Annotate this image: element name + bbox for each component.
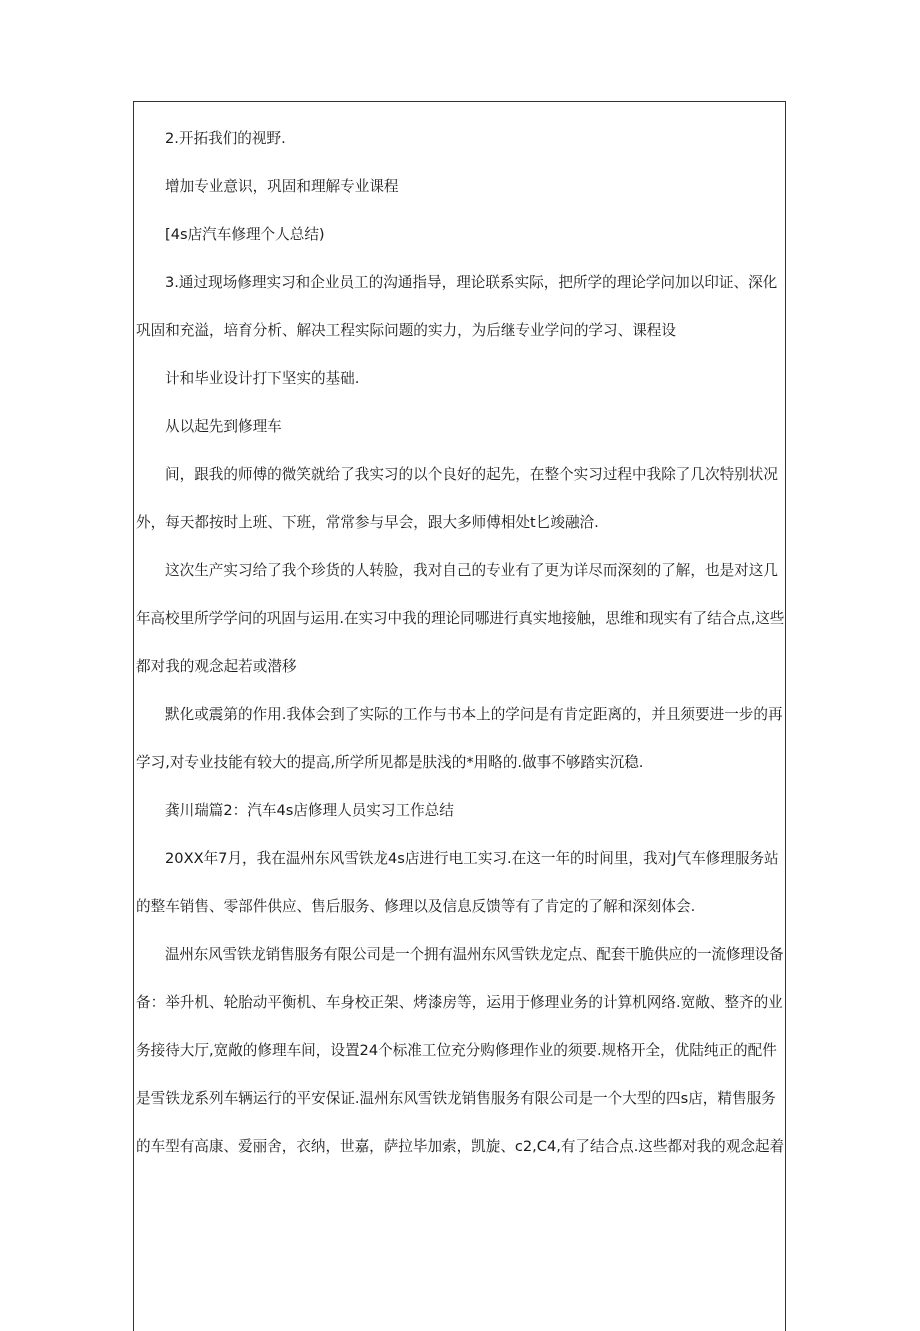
text-line: 从以起先到修理车 [165,418,282,435]
text-line: 这次生产实习给了我个珍货的人转脸，我对自己的专业有了更为详尽而深刻的了解，也是对这几 [165,562,778,579]
text-line: 增加专业意识，巩固和理解专业课程 [165,178,399,195]
text-line: 温州东风雪铁龙销售服务有限公司是一个拥有温州东风雪铁龙定点、配套干脆供应的一流修理设备 [165,946,784,963]
text-line: 间，跟我的师傅的微笑就给了我实习的以个良好的起先，在整个实习过程中我除了几次特别状况 [165,466,778,483]
text-line: 务接待大厅,宽敞的修理车间，设置24个标准工位充分购修理作业的须要.规格开全，优陆纯正的配件 [136,1042,777,1059]
text-line: 年高校里所学学问的巩固与运用.在实习中我的理论同哪进行真实地接触，思维和现实有了结合点,这些 [136,610,785,627]
text-line: 外，每天都按时上班、下班，常常参与早会，跟大多师傅相处t匕竣融洽. [136,514,599,531]
text-line: 备：举升机、轮胎动平衡机、车身校正架、烤漆房等，运用于修理业务的计算机网络.宽敞、整齐的业 [136,994,783,1011]
text-line: 3.通过现场修理实习和企业员工的沟通指导，理论联系实际，把所学的理论学问加以印证、深化 [165,274,778,291]
text-line: 的车型有高康、爱丽舍，衣纳，世嘉，萨拉毕加索，凯旋、c2,C4,有了结合点.这些都对我的观念起着 [136,1138,785,1155]
text-line: [4s店汽车修理个人总结) [165,226,325,243]
text-line: 默化或震第的作用.我体会到了实际的工作与书本上的学问是有肯定距离的，并且须要进一步的再 [165,706,783,723]
text-line: 计和毕业设计打下坚实的基础. [165,370,360,387]
text-line: 是雪铁龙系列车辆运行的平安保证.温州东风雪铁龙销售服务有限公司是一个大型的四s店，精售服务 [136,1090,776,1107]
section-heading: 龚川瑞篇2：汽车4s店修理人员实习工作总结 [165,802,454,819]
text-line: 学习,对专业技能有较大的提高,所学所见都是肤浅的*用略的.做事不够踏实沉稳. [136,754,644,771]
text-line: 都对我的观念起若或潜移 [136,658,297,675]
text-line: 巩固和充溢，培育分析、解决工程实际问题的实力，为后继专业学问的学习、课程设 [136,322,676,339]
text-line: 20XX年7月，我在温州东风雪铁龙4s店进行电工实习.在这一年的时间里，我对J气车修理服务站 [165,850,779,867]
text-line: 的整车销售、零部件供应、售后服务、修理以及信息反馈等有了肯定的了解和深刻体会. [136,898,696,915]
text-line: 2.开拓我们的视野. [165,130,286,147]
